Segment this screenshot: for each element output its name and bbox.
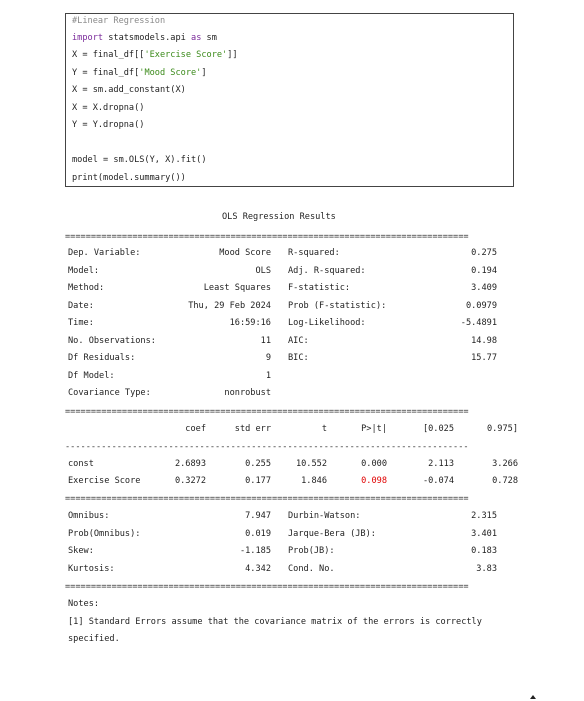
info-label: Time:: [68, 318, 94, 328]
coef-cell-pvalue-highlight: 0.098: [361, 476, 387, 486]
diag-label: Jarque-Bera (JB):: [288, 529, 376, 539]
info-value: 11: [260, 336, 271, 346]
single-rule: ------------------------------------------------------------------------------: [65, 443, 469, 451]
code-string: 'Mood Score': [139, 68, 202, 78]
coef-header: [0.025: [422, 424, 454, 434]
info-label: Df Model:: [68, 371, 115, 381]
diag-label: Prob(JB):: [288, 546, 335, 556]
info-label: Covariance Type:: [68, 388, 151, 398]
stat-label: F-statistic:: [288, 283, 351, 293]
info-value: OLS: [255, 266, 271, 276]
info-value: Least Squares: [203, 283, 271, 293]
info-label: Method:: [68, 283, 105, 293]
coef-header: P>|t|: [361, 424, 387, 434]
stat-label: BIC:: [288, 353, 309, 363]
code-comment: #Linear Regression: [72, 16, 166, 26]
coef-cell: -0.074: [422, 476, 454, 486]
info-label: Date:: [68, 301, 94, 311]
code-text: Y = final_df[: [72, 68, 140, 78]
coef-cell: 0.177: [245, 476, 271, 486]
double-rule: ==============================================================================: [65, 583, 469, 591]
info-label: Dep. Variable:: [68, 248, 141, 258]
diag-label: Skew:: [68, 546, 94, 556]
stat-label: Log-Likelihood:: [288, 318, 366, 328]
coef-cell: 3.266: [492, 459, 518, 469]
diag-value: 0.183: [471, 546, 497, 556]
stat-label: Prob (F-statistic):: [288, 301, 387, 311]
diag-value: 3.83: [476, 564, 497, 574]
import-module: statsmodels.api: [103, 33, 192, 43]
note-line: specified.: [68, 634, 120, 644]
info-value: Mood Score: [219, 248, 271, 258]
coef-cell: 0.728: [492, 476, 518, 486]
coef-cell: 0.000: [361, 459, 387, 469]
diag-label: Durbin-Watson:: [288, 511, 361, 521]
info-value: Thu, 29 Feb 2024: [188, 301, 271, 311]
coef-cell: 2.6893: [174, 459, 206, 469]
import-keyword: import: [72, 33, 104, 43]
info-value: 16:59:16: [229, 318, 271, 328]
code-line-model: model = sm.OLS(Y, X).fit(): [72, 155, 207, 165]
stat-value: 3.409: [471, 283, 497, 293]
diag-label: Kurtosis:: [68, 564, 115, 574]
import-alias: sm: [201, 33, 217, 43]
stat-value: 0.0979: [465, 301, 497, 311]
coef-name: const: [68, 459, 94, 469]
double-rule: ==============================================================================: [65, 408, 469, 416]
info-value: 1: [265, 371, 271, 381]
coef-header: t: [321, 424, 327, 434]
stat-value: 14.98: [471, 336, 497, 346]
stat-value: 0.194: [471, 266, 497, 276]
info-value: 9: [265, 353, 271, 363]
code-text: ]]: [227, 50, 238, 60]
diag-value: 3.401: [471, 529, 497, 539]
info-label: No. Observations:: [68, 336, 156, 346]
code-line-print: print(model.summary()): [72, 173, 186, 183]
diag-value: 2.315: [471, 511, 497, 521]
diag-label: Prob(Omnibus):: [68, 529, 141, 539]
as-keyword: as: [191, 33, 202, 43]
code-text: X = final_df[[: [72, 50, 145, 60]
notes-label: Notes:: [68, 599, 100, 609]
coef-cell: 2.113: [428, 459, 454, 469]
coef-header: coef: [185, 424, 206, 434]
coef-cell: 10.552: [295, 459, 327, 469]
double-rule: ==============================================================================: [65, 495, 469, 503]
coef-cell: 0.255: [245, 459, 271, 469]
code-string: 'Exercise Score': [144, 50, 228, 60]
diag-value: 4.342: [245, 564, 271, 574]
coef-cell: 1.846: [301, 476, 327, 486]
summary-title: OLS Regression Results: [222, 212, 336, 222]
code-line-dropy: Y = Y.dropna(): [72, 120, 145, 130]
mouse-cursor-icon: [530, 695, 536, 699]
coef-header: 0.975]: [486, 424, 518, 434]
coef-header: std err: [234, 424, 271, 434]
stat-label: R-squared:: [288, 248, 340, 258]
stat-value: -5.4891: [460, 318, 497, 328]
diag-value: 7.947: [245, 511, 271, 521]
info-value: nonrobust: [224, 388, 271, 398]
coef-cell: 0.3272: [174, 476, 206, 486]
stat-label: Adj. R-squared:: [288, 266, 366, 276]
code-text: ]: [201, 68, 207, 78]
diag-value: -1.185: [239, 546, 271, 556]
stat-value: 15.77: [471, 353, 497, 363]
info-label: Df Residuals:: [68, 353, 136, 363]
note-line: [1] Standard Errors assume that the covariance matrix of the errors is correctly: [68, 617, 482, 627]
diag-value: 0.019: [245, 529, 271, 539]
diag-label: Cond. No.: [288, 564, 335, 574]
stat-value: 0.275: [471, 248, 497, 258]
info-label: Model:: [68, 266, 100, 276]
diag-label: Omnibus:: [68, 511, 110, 521]
double-rule: ==============================================================================: [65, 233, 469, 241]
code-line-dropx: X = X.dropna(): [72, 103, 145, 113]
code-line-const: X = sm.add_constant(X): [72, 85, 186, 95]
coef-name: Exercise Score: [68, 476, 141, 486]
stat-label: AIC:: [288, 336, 309, 346]
